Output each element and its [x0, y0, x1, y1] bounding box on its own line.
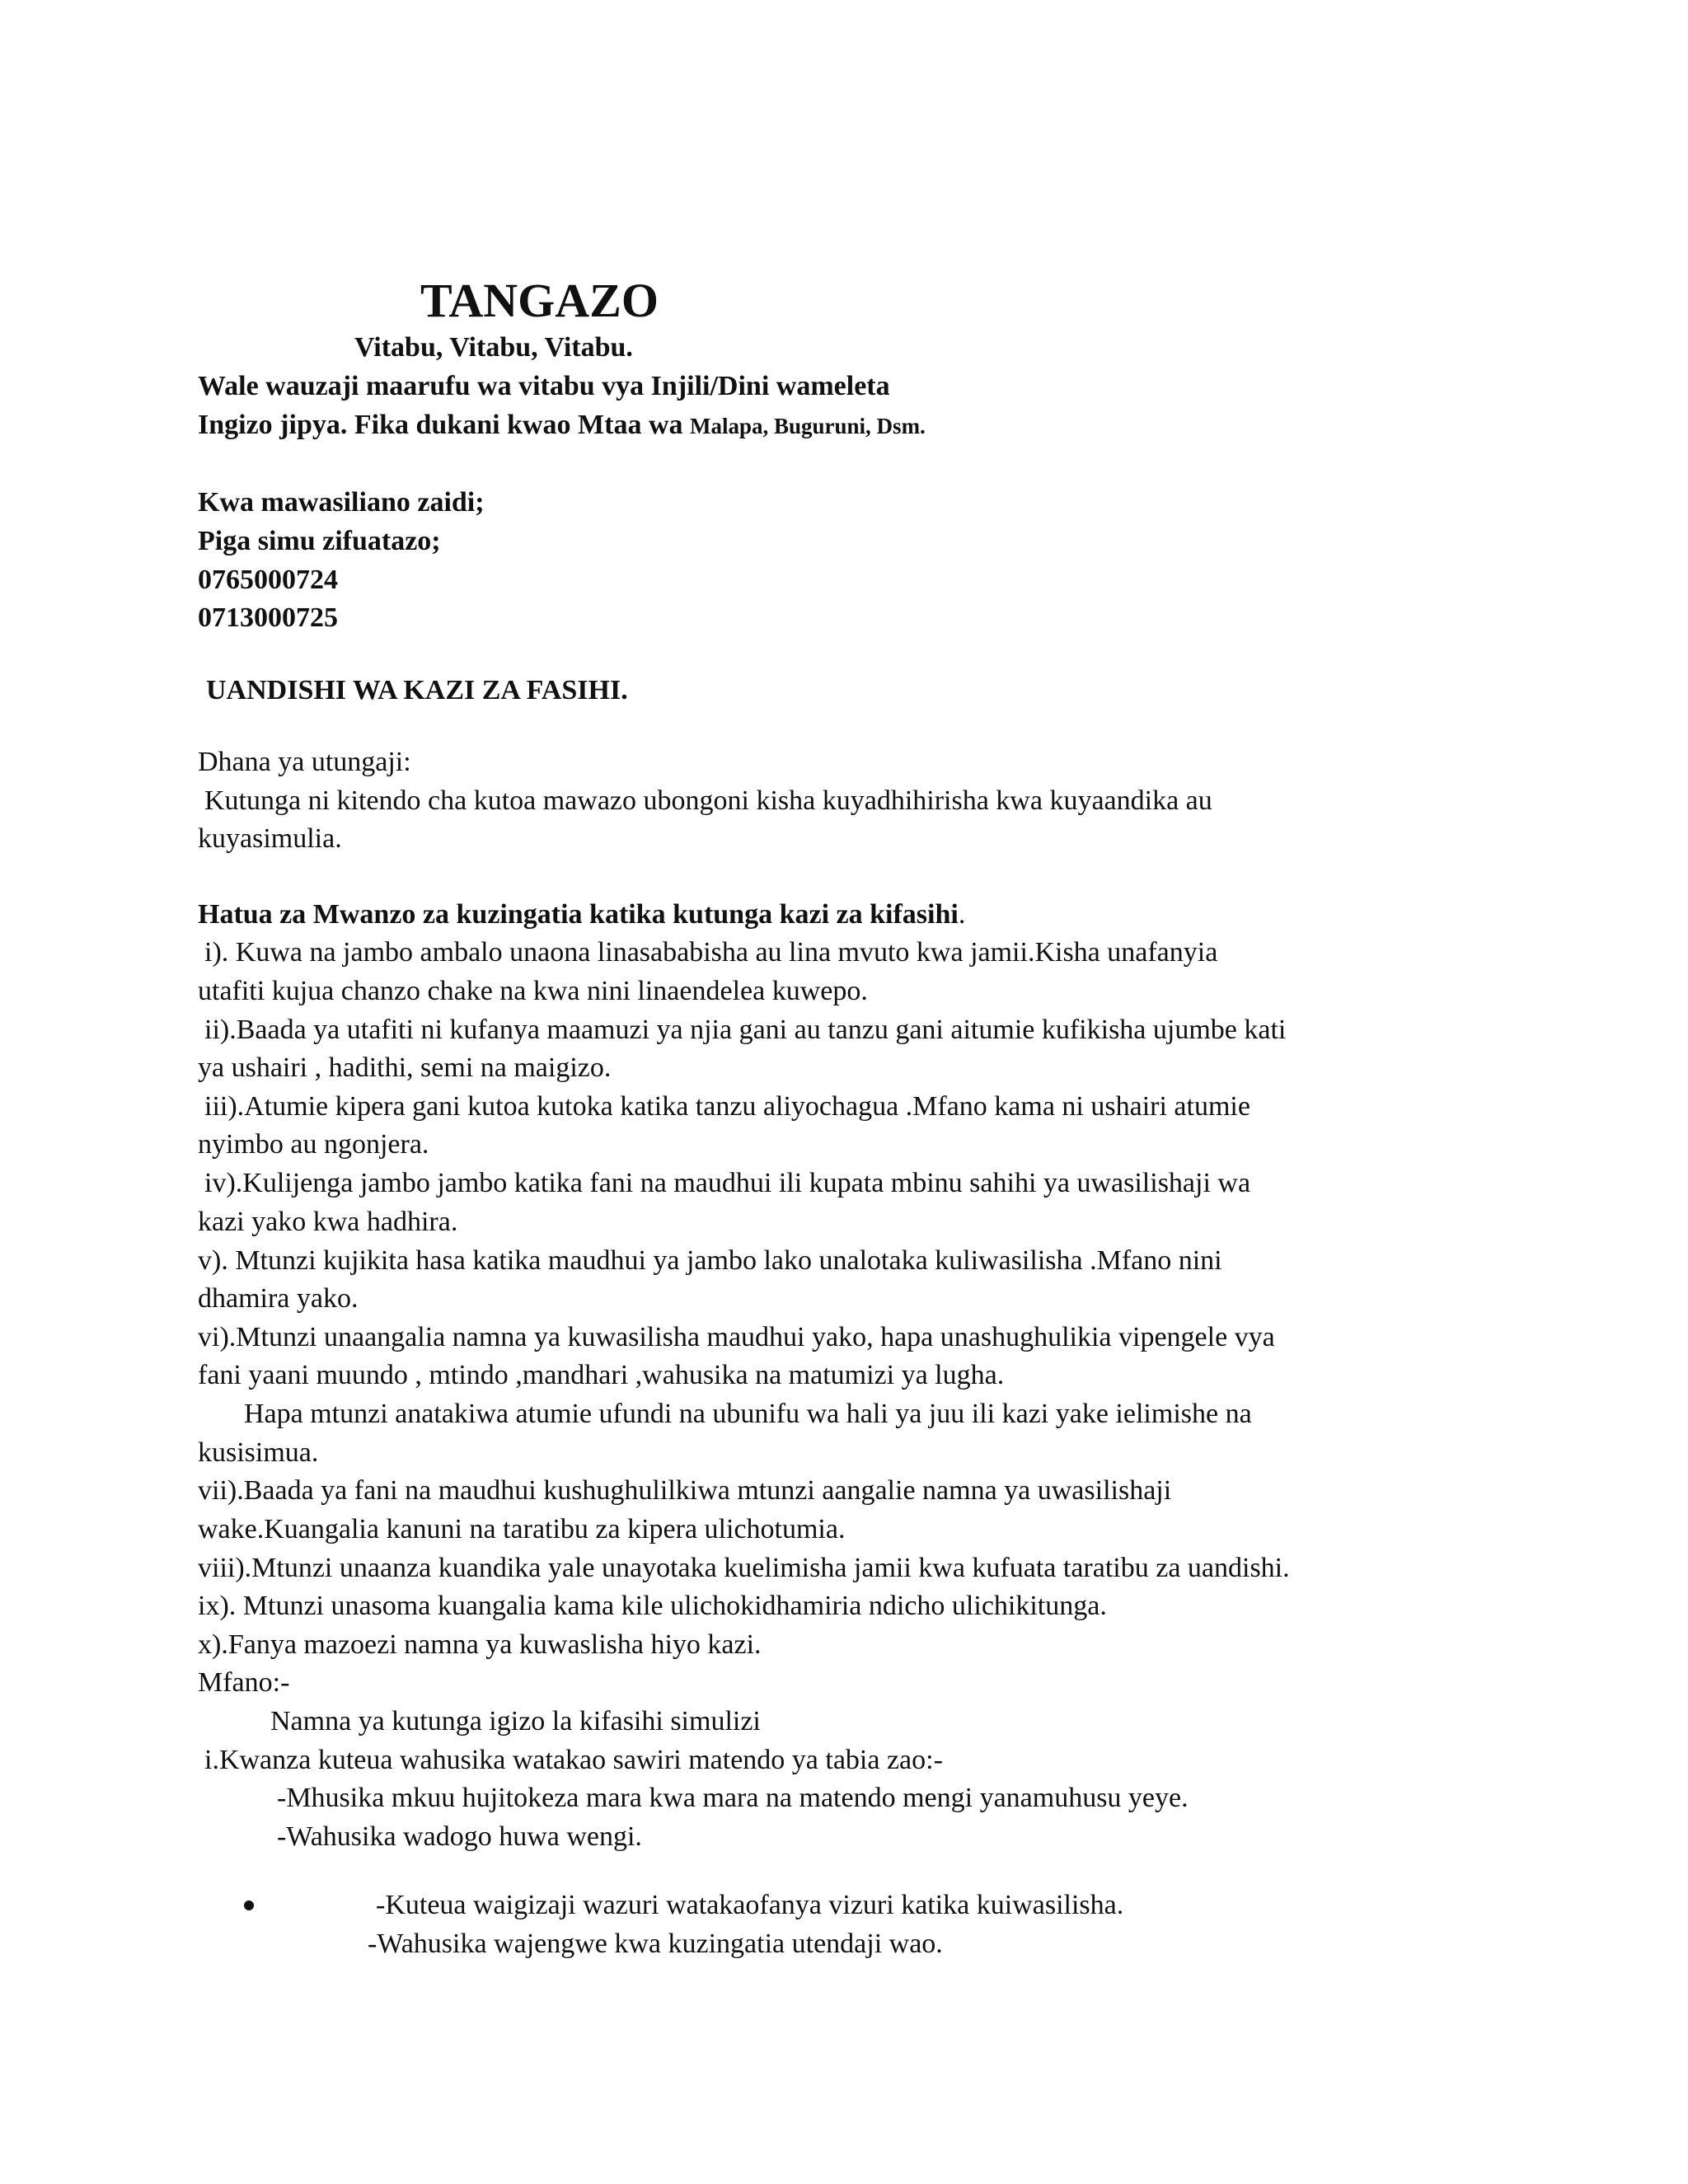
step-line: ya ushairi , hadithi, semi na maigizo. [198, 1052, 612, 1083]
sub-point: -Wahusika wadogo huwa wengi. [277, 1821, 642, 1852]
step-line: iv).Kulijenga jambo jambo katika fani na maudhui ili kupata mbinu sahihi ya uwasilishaji wa [204, 1168, 1251, 1198]
advert-subtitle: Vitabu, Vitabu, Vitabu. [354, 332, 633, 363]
steps-heading [198, 898, 965, 931]
bullet-point: -Kuteua waigizaji wazuri watakaofanya vizuri katika kuiwasilisha. [376, 1890, 1124, 1920]
steps-heading-end: . [958, 899, 966, 930]
step-line: wake.Kuangalia kanuni na taratibu za kipera ulichotumia. [198, 1514, 846, 1544]
step-line: vii).Baada ya fani na maudhui kushughulilkiwa mtunzi aangalie namna ya uwasilishaji [198, 1475, 1172, 1506]
step-line: x).Fanya mazoezi namna ya kuwaslisha hiyo kazi. [198, 1629, 762, 1660]
advert-line-2 [198, 409, 926, 443]
bullet-dot-icon [244, 1900, 254, 1910]
contact-heading: Kwa mawasiliano zaidi; [198, 487, 485, 518]
definition-line-2: kuyasimulia. [198, 823, 342, 854]
step-line: ix). Mtunzi unasoma kuangalia kama kile ulichokidhamiria ndicho ulichikitunga. [198, 1591, 1107, 1621]
step-line: viii).Mtunzi unaanza kuandika yale unayotaka kuelimisha jamii kwa kufuata taratibu za uandishi. [198, 1553, 1290, 1583]
call-line: Piga simu zifuatazo; [198, 526, 441, 556]
phone-number-1: 0765000724 [198, 565, 338, 595]
step-line: vi).Mtunzi unaangalia namna ya kuwasilisha maudhui yako, hapa unashughulikia vipengele vya [198, 1322, 1275, 1352]
step-line: i). Kuwa na jambo ambalo unaona linasababisha au lina mvuto kwa jamii.Kisha unafanyia [204, 937, 1218, 968]
definition-label: Dhana ya utungaji: [198, 747, 411, 777]
step-line: nyimbo au ngonjera. [198, 1129, 429, 1160]
advert-line-1: Wale wauzaji maarufu wa vitabu vya Injili/Dini wameleta [198, 371, 890, 401]
advert-title: TANGAZO [420, 274, 659, 327]
step-line: v). Mtunzi kujikita hasa katika maudhui ya jambo lako unalotaka kuliwasilisha .Mfano nini [198, 1245, 1222, 1276]
phone-number-2: 0713000725 [198, 602, 338, 633]
step-line: iii).Atumie kipera gani kutoa kutoka katika tanzu aliyochagua .Mfano kama ni ushairi atumie [204, 1091, 1250, 1122]
advert-line-2-main: Ingizo jipya. Fika dukani kwao Mtaa wa [198, 410, 683, 440]
step-line: ii).Baada ya utafiti ni kufanya maamuzi ya njia gani au tanzu gani aitumie kufikisha ujumbe kati [204, 1015, 1287, 1045]
example-title: Namna ya kutunga igizo la kifasihi simulizi [270, 1706, 761, 1736]
advert-location: Malapa, Buguruni, Dsm. [690, 414, 926, 438]
step-line: fani yaani muundo , mtindo ,mandhari ,wahusika na matumizi ya lugha. [198, 1360, 1005, 1390]
step-line: Hapa mtunzi anatakiwa atumie ufundi na ubunifu wa hali ya juu ili kazi yake ielimishe na [244, 1399, 1252, 1429]
step-line: dhamira yako. [198, 1283, 359, 1314]
example-point: i.Kwanza kuteua wahusika watakao sawiri matendo ya tabia zao:- [204, 1745, 943, 1775]
step-line: kusisimua. [198, 1437, 319, 1468]
definition-line-1: Kutunga ni kitendo cha kutoa mawazo ubongoni kisha kuyadhihirisha kwa kuyaandika au [204, 785, 1212, 816]
sub-point: -Mhusika mkuu hujitokeza mara kwa mara na matendo mengi yanamuhusu yeye. [277, 1783, 1189, 1813]
step-line: kazi yako kwa hadhira. [198, 1207, 458, 1237]
bullet-point: -Wahusika wajengwe kwa kuzingatia utendaji wao. [368, 1929, 943, 1959]
step-line: utafiti kujua chanzo chake na kwa nini linaendelea kuwepo. [198, 976, 868, 1006]
section-heading: UANDISHI WA KAZI ZA FASIHI. [206, 675, 628, 705]
steps-heading-text: Hatua za Mwanzo za kuzingatia katika kutunga kazi za kifasihi [198, 899, 959, 930]
example-label: Mfano:- [198, 1667, 290, 1698]
